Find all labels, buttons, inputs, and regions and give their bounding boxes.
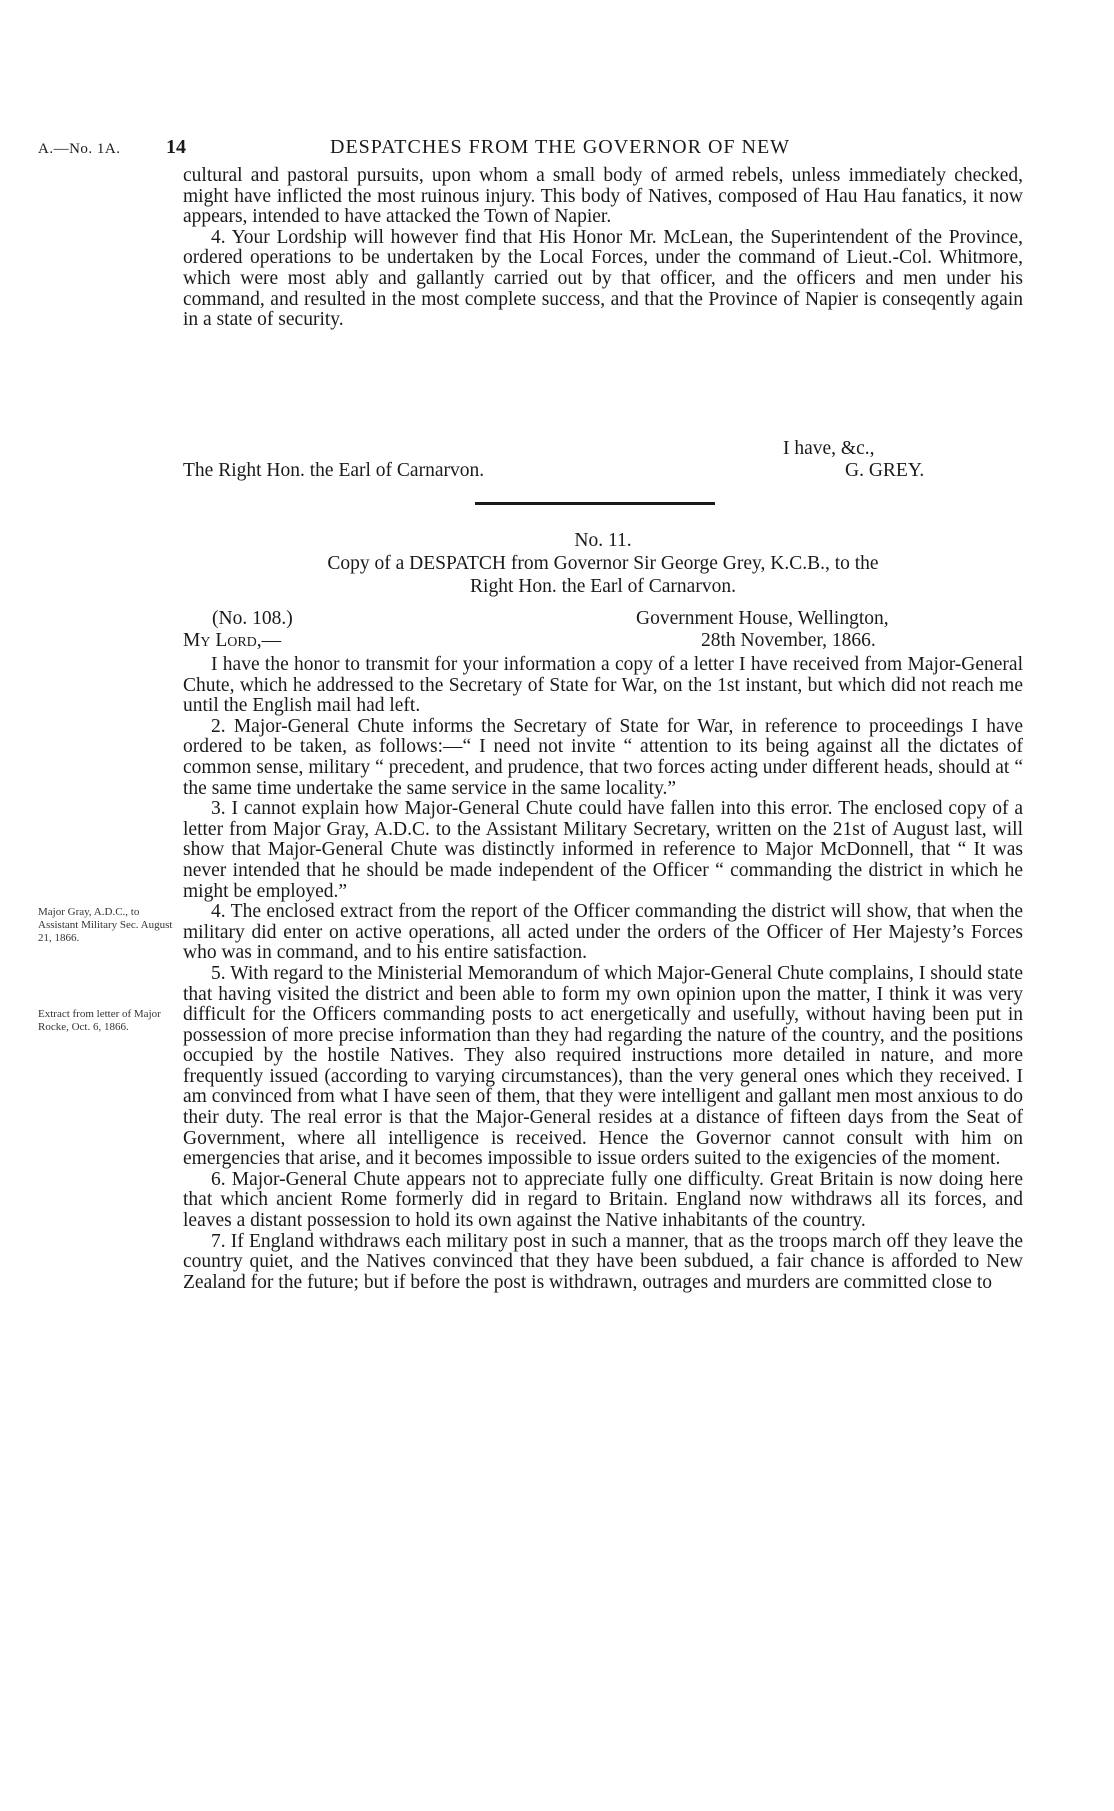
paragraph-2: 2. Major-General Chute informs the Secretary of State for War, in reference to proceedings I have ordered to be taken, as follows:—“ I need not invite “ attention to its being against all the dictates of common sense, military “ precedent, and prudence, that two forces acting under different heads, should at “ the same time undertake the same service in the same locality.”	[183, 715, 1023, 799]
despatch-number: No. 11.	[574, 530, 632, 551]
section-divider	[475, 502, 715, 505]
page-number: 14	[166, 136, 186, 158]
side-note-major-gray: Major Gray, A.D.C., to Assistant Military Sec. August 21, 1866.	[38, 906, 173, 944]
running-title: DESPATCHES FROM THE GOVERNOR OF NEW	[330, 136, 791, 158]
paragraph-6: 6. Major-General Chute appears not to appreciate fully one difficulty. Great Britain is now doing here that which ancient Rome formerly did in regard to Britain. England now withdraws all its forces, and leaves a distant possession to hold its own against the Native inhabitants of the country.	[183, 1168, 1023, 1232]
signature: G. GREY.	[845, 460, 925, 481]
closing-formula: I have, &c.,	[783, 438, 875, 459]
despatch-title-line1: Copy of a DESPATCH from Governor Sir George Grey, K.C.B., to the	[327, 553, 879, 574]
side-note-extract: Extract from letter of Major Rocke, Oct. 6, 1866.	[38, 1008, 161, 1033]
paragraph-1: I have the honor to transmit for your information a copy of a letter I have received from Major-General Chute, which he addressed to the Secretary of State for War, on the 1st instant, but which did not reach me until the English mail had left.	[183, 654, 1023, 717]
paragraph-5: 5. With regard to the Ministerial Memorandum of which Major-General Chute complains, I should state that having visited the district and been able to form my own opinion upon the matter, I think it was very difficult for the Officers commanding posts to act energetically and usefully, without having been put in possession of more precise information than they had regarding the nature of the country, and the positions occupied by the hostile Natives. They also required instructions more detailed in nature, and more frequently issued (according to varying circumstances), than the very general ones which they received. I am convinced from what I have seen of them, that they were intelligent and gallant men most anxious to do their duty. The real error is that the Major-General resides at a distance of fifteen days from the Seat of Government, where all intelligence is received. Hence the Governor cannot consult with him on emergencies that arise, and it becomes impossible to issue orders suited to the exigencies of the moment.	[183, 962, 1023, 1170]
despatch-body	[183, 655, 1023, 1293]
despatch-place: Government House, Wellington,	[636, 608, 889, 629]
despatch-ref: (No. 108.)	[212, 608, 293, 629]
despatch-title-line2: Right Hon. the Earl of Carnarvon.	[470, 576, 736, 597]
salutation: My Lord,—	[183, 630, 282, 651]
paragraph-4: 4. The enclosed extract from the report of the Officer commanding the district will show, that when the military did enter on active operations, all acted under the orders of the Officer of Her Majesty’s Forces who was in command, and to his entire satisfaction.	[183, 901, 1023, 964]
document-reference: A.—No. 1A.	[38, 141, 121, 157]
paragraph-7: 7. If England withdraws each military post in such a manner, that as the troops march off they leave the country quiet, and the Natives convinced that they have been subdued, a fair chance is afforded to New Zealand for the future; but if before the post is withdrawn, outrages and murders are committed close to	[183, 1230, 1023, 1293]
paragraph-3: 3. I cannot explain how Major-General Chute could have fallen into this error. The enclosed copy of a letter from Major Gray, A.D.C. to the Assistant Military Secretary, written on the 21st of August last, will show that Major-General Chute was distinctly informed in reference to Major McDonnell, that “ It was never intended that he should be made independent of the Officer “ commanding the district in which he might be employed.”	[183, 798, 1023, 902]
despatch-date: 28th November, 1866.	[701, 630, 876, 651]
paragraph-continued: cultural and pastoral pursuits, upon whom a small body of armed rebels, unless immediately checked, might have inflicted the most ruinous injury. This body of Natives, composed of Hau Hau fanatics, it now appears, intended to have attacked the Town of Napier.	[183, 165, 1023, 228]
addressee: The Right Hon. the Earl of Carnarvon.	[183, 460, 485, 481]
previous-despatch-body	[183, 166, 1023, 331]
paragraph-4-previous: 4. Your Lordship will however find that His Honor Mr. McLean, the Superintendent of the Province, ordered operations to be undertaken by the Local Forces, under the command of Lieut.-Col. Whitmore, which were most ably and gallantly carried out by that officer, and the officers and men under his command, and resulted in the most complete success, and that the Province of Napier is conseqently again in a state of security.	[183, 226, 1023, 331]
